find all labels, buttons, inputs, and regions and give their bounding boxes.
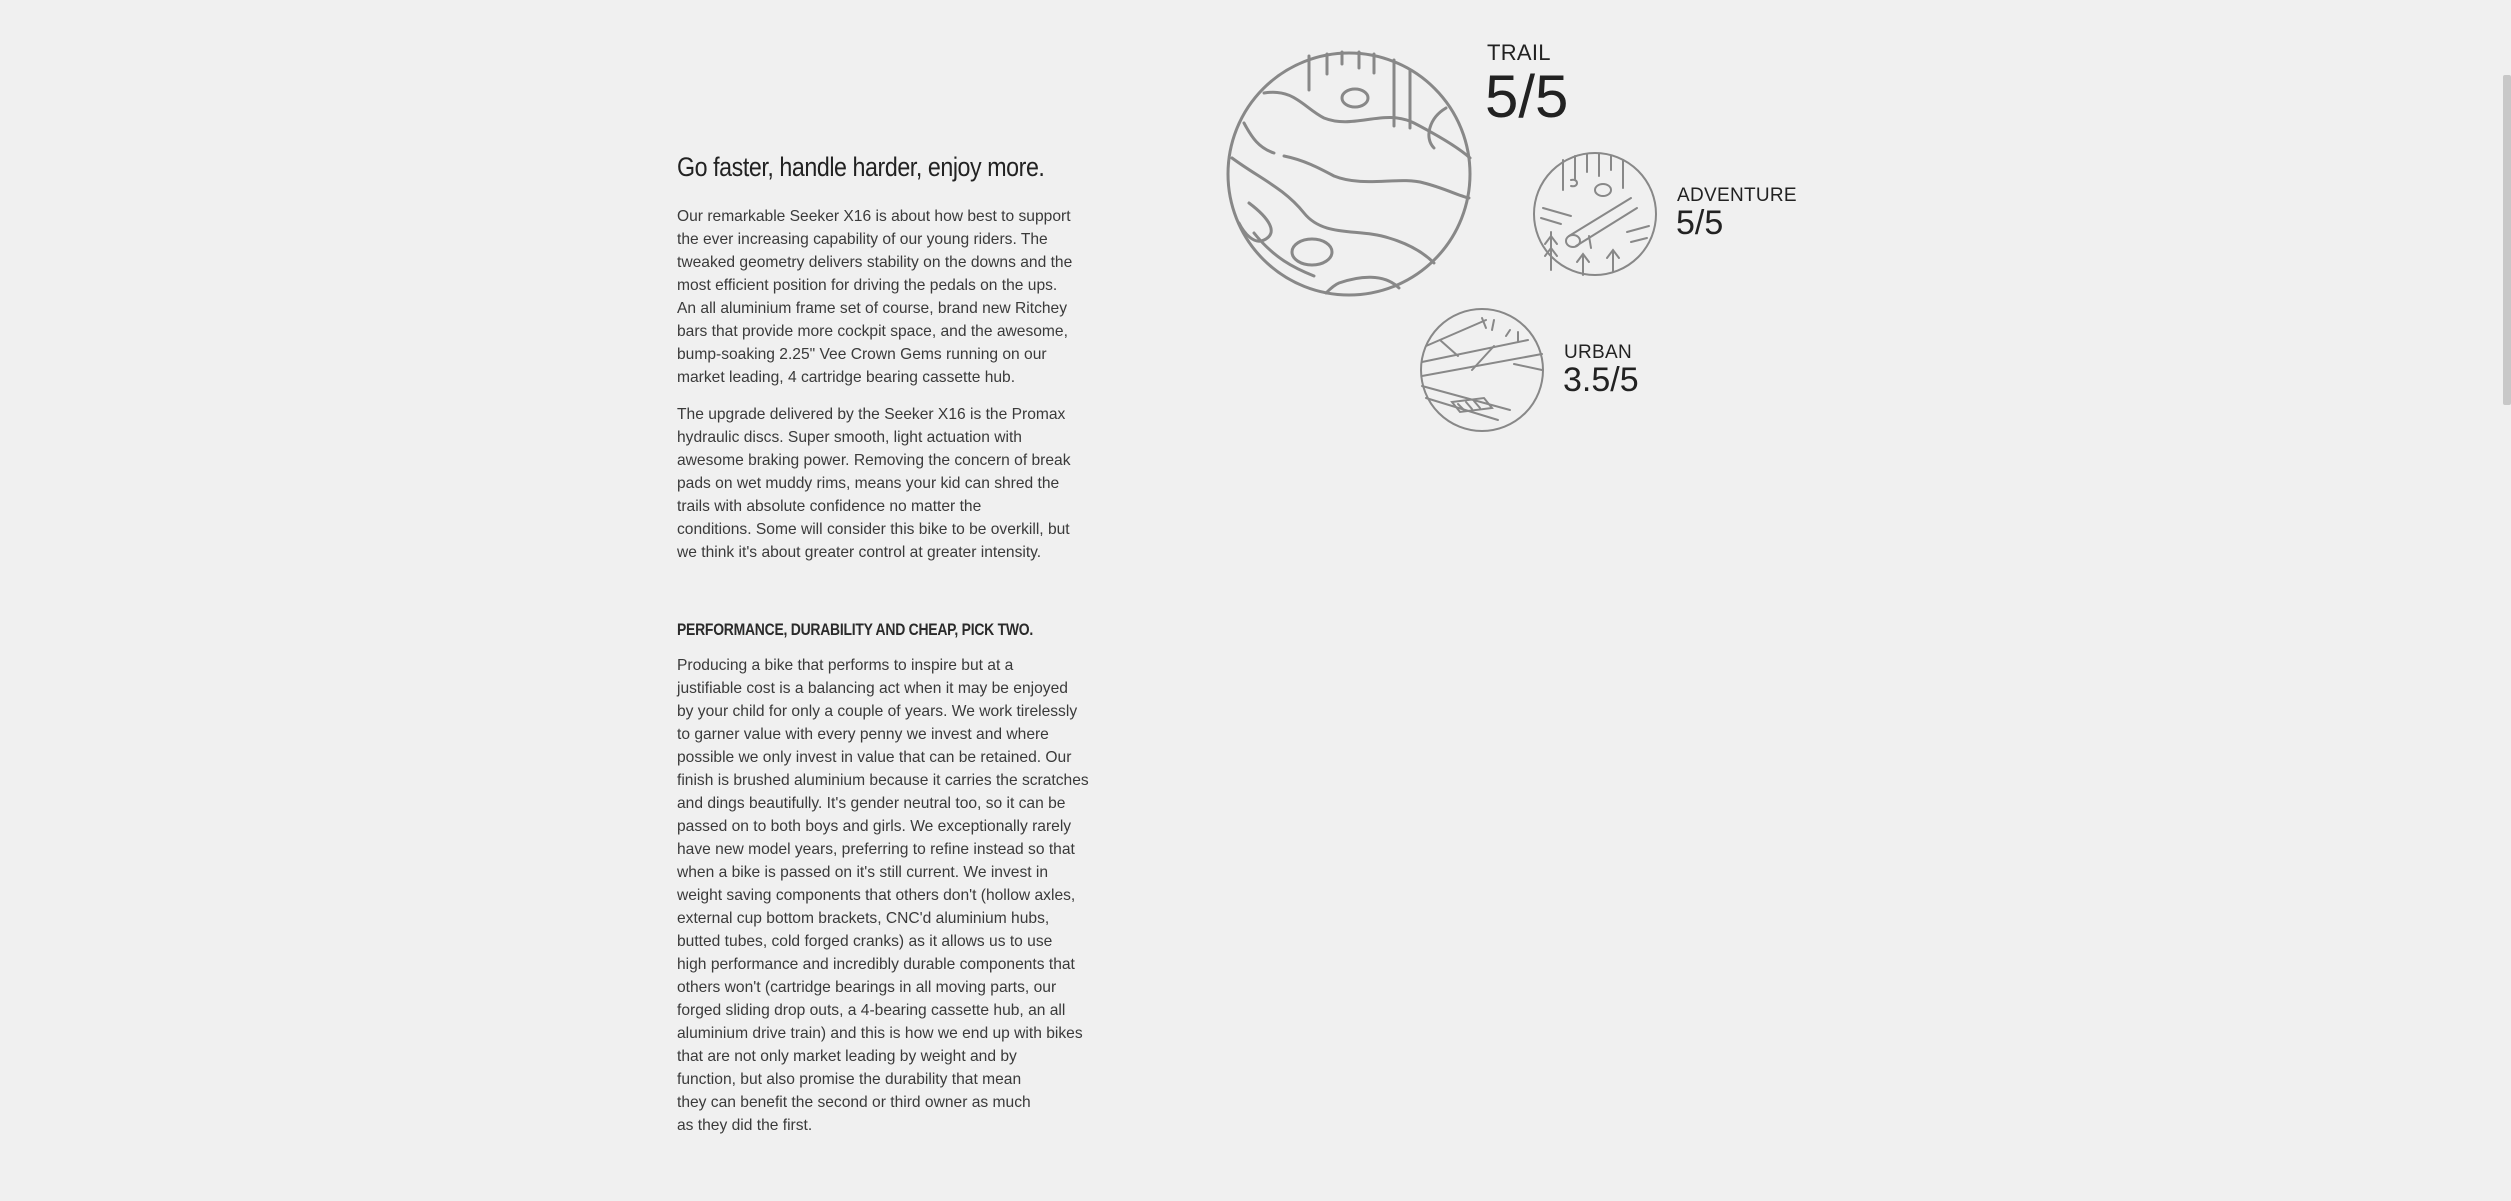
scrollbar-thumb[interactable] xyxy=(2503,75,2511,405)
adventure-rating-value: 5/5 xyxy=(1676,204,1724,242)
urban-rating-label: URBAN xyxy=(1564,342,1633,363)
trail-rating-label: TRAIL xyxy=(1487,40,1551,65)
section-subheading: PERFORMANCE, DURABILITY AND CHEAP, PICK TWO. xyxy=(677,620,1034,639)
page-heading: Go faster, handle harder, enjoy more. xyxy=(677,152,1045,182)
trail-rating-value: 5/5 xyxy=(1485,63,1569,130)
urban-icon xyxy=(1418,306,1546,434)
adventure-rating-label: ADVENTURE xyxy=(1677,185,1797,206)
intro-paragraph: Our remarkable Seeker X16 is about how best to support the ever increasing capability of our young riders. The tweaked geometry delivers stability on the downs and the most efficient position for driving the pedals on the ups. An all aluminium frame set of course, brand new Ritchey bars that provide more cockpit space, and the awesome, bump-soaking 2.25" Vee Crown Gems running on our market leading, 4 cartridge bearing cassette hub. xyxy=(677,208,1073,386)
trail-icon xyxy=(1224,48,1474,300)
brakes-paragraph: The upgrade delivered by the Seeker X16 is the Promax hydraulic discs. Super smooth, light actuation with awesome braking power. Removing the concern of break pads on wet muddy rims, means your kid can shred the trails with absolute confidence no matter the conditions. Some will consider this bike to be overkill, but we think it's about greater control at greater intensity. xyxy=(677,406,1071,561)
value-paragraph: Producing a bike that performs to inspire but at a justifiable cost is a balancing act when it may be enjoyed by your child for only a couple of years. We work tirelessly to garner value with every penny we invest and where possible we only invest in value that can be retained. Our finish is brushed aluminium because it carries the scratches and dings beautifully. It's gender neutral too, so it can be passed on to both boys and girls. We exceptionally rarely have new model years, preferring to refine instead so that when a bike is passed on it's still current. We invest in weight saving components that others don't (hollow axles, external cup bottom brackets, CNC'd aluminium hubs, butted tubes, cold forged cranks) as it allows us to use high performance and incredibly durable components that others won't (cartridge bearings in all moving parts, our forged sliding drop outs, a 4-bearing cassette hub, an all aluminium drive train) and this is how we end up with bikes that are not only market leading by weight and by function, but also promise the durability that mean they can benefit the second or third owner as much as they did the first. xyxy=(677,657,1089,1134)
urban-rating-value: 3.5/5 xyxy=(1563,361,1639,399)
description-section xyxy=(677,152,1127,1137)
adventure-icon xyxy=(1531,150,1659,278)
